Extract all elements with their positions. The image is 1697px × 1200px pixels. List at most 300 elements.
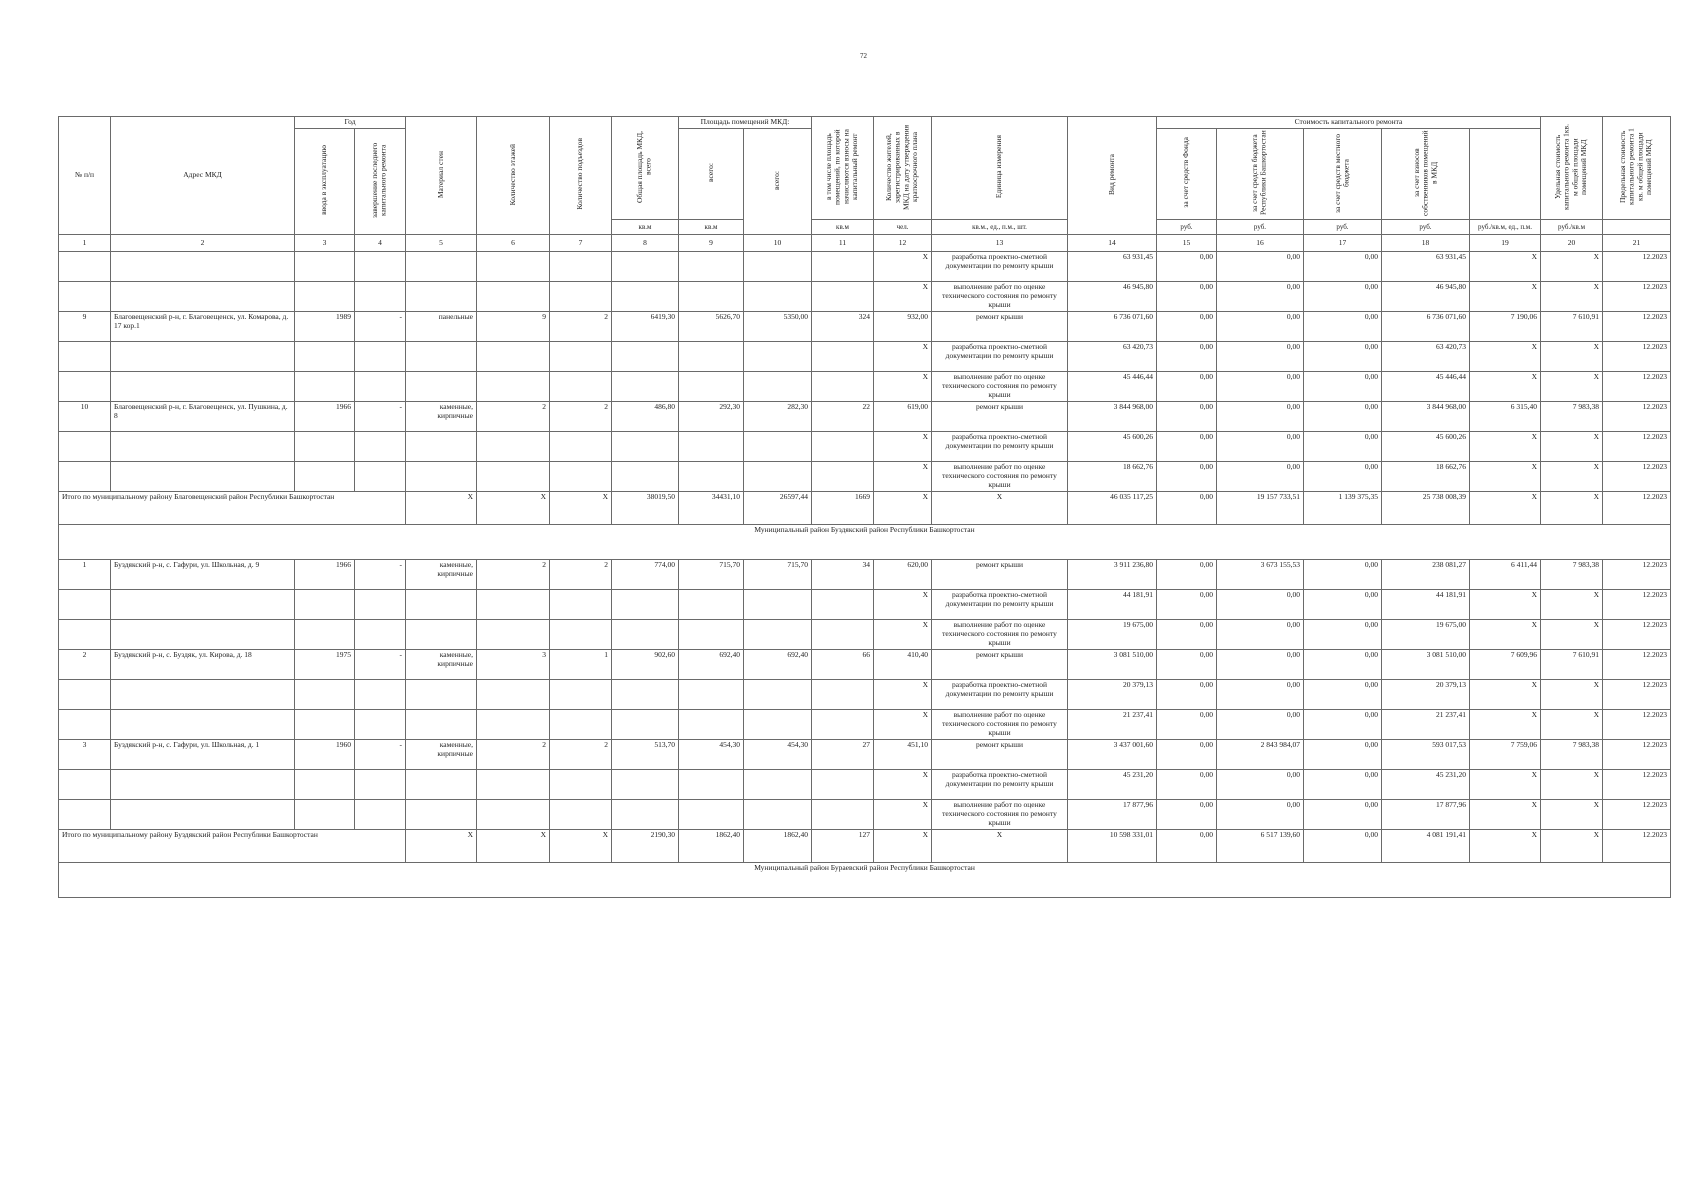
total-area-cell: 6419,30 [612,312,679,342]
total-work: X [932,830,1068,863]
row-number: 1 [59,560,111,590]
year-built-cell [295,800,355,830]
unit-cell: X [874,372,932,402]
row-number [59,282,111,312]
limit-cost-cell: X [1541,252,1603,282]
area-fee-cell [744,462,812,492]
unit-col17: руб. [1304,220,1382,235]
total-label: Итого по муниципальному району Благовещенский район Республики Башкортостан [59,492,406,525]
cost-rb-cell: 0,00 [1217,342,1304,372]
year-built-cell [295,680,355,710]
entrances-cell: 1 [550,650,612,680]
section1-total [59,492,1671,560]
cost-owners-cell: 3 844 968,00 [1382,402,1470,432]
residents-cell [812,372,874,402]
year-built-cell [295,372,355,402]
specific-cost-cell: X [1470,620,1541,650]
col-number: 6 [477,235,550,252]
cost-owners-cell: 20 379,13 [1382,680,1470,710]
area-fee-cell [744,680,812,710]
cost-owners-cell: 238 081,27 [1382,560,1470,590]
last-repair-cell: - [355,560,406,590]
specific-cost-cell: 7 190,06 [1470,312,1541,342]
total-cost: 46 035 117,25 [1068,492,1157,525]
limit-cost-cell: X [1541,770,1603,800]
address-cell [111,620,295,650]
page-number: 72 [860,52,867,60]
specific-cost-cell: X [1470,432,1541,462]
total-area-cell [612,282,679,312]
cost-rb-cell: 0,00 [1217,620,1304,650]
entrances-cell: 2 [550,740,612,770]
cost-total-cell: 20 379,13 [1068,680,1157,710]
specific-cost-cell: X [1470,462,1541,492]
section-title-buraevo: Муниципальный район Бураевский район Республики Башкортостан [59,863,1671,898]
area-fee-cell [744,800,812,830]
limit-cost-cell: X [1541,432,1603,462]
unit-cell: 451,10 [874,740,932,770]
work-type-cell: выполнение работ по оценке технического состояния по ремонту крыши [932,372,1068,402]
row-number: 10 [59,402,111,432]
year-built-cell [295,770,355,800]
cost-fund-cell: 0,00 [1157,342,1217,372]
entrances-cell [550,620,612,650]
table-row [59,282,1671,312]
hdr-cost-group: Стоимость капитального ремонта [1157,117,1541,129]
row-number [59,252,111,282]
unit-cell: X [874,432,932,462]
unit-cell: X [874,252,932,282]
floors-cell [477,590,550,620]
cost-total-cell: 63 420,73 [1068,342,1157,372]
section-header-row [59,525,1671,560]
cost-total-cell: 6 736 071,60 [1068,312,1157,342]
total-cost: 10 598 331,01 [1068,830,1157,863]
wall-material-cell: панельные [406,312,477,342]
area-fee-cell: 692,40 [744,650,812,680]
floors-cell: 3 [477,650,550,680]
cost-total-cell: 45 231,20 [1068,770,1157,800]
total-area-cell [612,252,679,282]
total-entrances: X [550,830,612,863]
column-numbers-row [59,235,1671,252]
cost-owners-cell: 45 600,26 [1382,432,1470,462]
cost-total-cell: 45 446,44 [1068,372,1157,402]
cost-owners-cell: 45 231,20 [1382,770,1470,800]
area-fee-cell [744,770,812,800]
total-area-cell: 513,70 [612,740,679,770]
floors-cell: 9 [477,312,550,342]
wall-material-cell [406,342,477,372]
date-cell: 12.2023 [1603,432,1671,462]
wall-material-cell [406,372,477,402]
cost-local-cell: 0,00 [1304,620,1382,650]
specific-cost-cell: X [1470,800,1541,830]
unit-cell: 410,40 [874,650,932,680]
table-row [59,372,1671,402]
floors-cell [477,372,550,402]
hdr-residents: Количество жителей, зарегистрированных в МКД на дату утверждения краткосрочного плана [874,117,932,220]
year-built-cell [295,432,355,462]
cost-fund-cell: 0,00 [1157,800,1217,830]
area-fee-cell [744,282,812,312]
hdr-num: № п/п [59,117,111,235]
cost-fund-cell: 0,00 [1157,560,1217,590]
unit-col18: руб. [1382,220,1470,235]
total-limit: X [1541,492,1603,525]
last-repair-cell: - [355,312,406,342]
unit-col15: руб. [1157,220,1217,235]
entrances-cell [550,282,612,312]
total-row-blagoveshchensk [59,492,1671,525]
row-number [59,590,111,620]
col-number: 15 [1157,235,1217,252]
row-number: 3 [59,740,111,770]
area-all-cell: 5626,70 [679,312,744,342]
total-area-fee: 26597,44 [744,492,812,525]
cost-rb-cell: 0,00 [1217,710,1304,740]
col-number: 1 [59,235,111,252]
cost-total-cell: 3 437 001,60 [1068,740,1157,770]
col-number: 7 [550,235,612,252]
floors-cell [477,770,550,800]
hdr-specific-cost: Удельная стоимость капитального ремонта 1кв. м общей площади помещений МКД [1541,117,1603,220]
work-type-cell: ремонт крыши [932,740,1068,770]
cost-rb-cell: 0,00 [1217,462,1304,492]
row-number [59,432,111,462]
address-cell [111,342,295,372]
col-number: 8 [612,235,679,252]
area-fee-cell [744,620,812,650]
total-fund: 0,00 [1157,830,1217,863]
entrances-cell: 2 [550,402,612,432]
date-cell: 12.2023 [1603,402,1671,432]
total-local: 1 139 375,35 [1304,492,1382,525]
cost-fund-cell: 0,00 [1157,282,1217,312]
col-number: 10 [744,235,812,252]
table-row [59,710,1671,740]
last-repair-cell [355,342,406,372]
entrances-cell [550,710,612,740]
hdr-cost-fund: за счет средств Фонда [1157,128,1217,220]
cost-rb-cell: 0,00 [1217,800,1304,830]
area-fee-cell: 282,30 [744,402,812,432]
total-residents: 127 [812,830,874,863]
last-repair-cell [355,432,406,462]
limit-cost-cell: X [1541,680,1603,710]
limit-cost-cell: X [1541,620,1603,650]
total-date: 12.2023 [1603,830,1671,863]
specific-cost-cell: 7 609,96 [1470,650,1541,680]
total-fund: 0,00 [1157,492,1217,525]
specific-cost-cell: 6 411,44 [1470,560,1541,590]
row-number [59,462,111,492]
date-cell: 12.2023 [1603,372,1671,402]
last-repair-cell [355,770,406,800]
specific-cost-cell: X [1470,770,1541,800]
section-title-buzdyak: Муниципальный район Буздякский район Республики Башкортостан [59,525,1671,560]
cost-owners-cell: 19 675,00 [1382,620,1470,650]
address-cell [111,710,295,740]
area-all-cell [679,620,744,650]
limit-cost-cell: 7 983,38 [1541,560,1603,590]
cost-owners-cell: 18 662,76 [1382,462,1470,492]
cost-total-cell: 19 675,00 [1068,620,1157,650]
cost-fund-cell: 0,00 [1157,252,1217,282]
row-number [59,372,111,402]
entrances-cell: 2 [550,312,612,342]
address-cell [111,590,295,620]
entrances-cell [550,462,612,492]
residents-cell [812,282,874,312]
row-number [59,710,111,740]
cost-local-cell: 0,00 [1304,432,1382,462]
total-specific: X [1470,830,1541,863]
table-row [59,740,1671,770]
cost-owners-cell: 46 945,80 [1382,282,1470,312]
year-built-cell [295,710,355,740]
date-cell: 12.2023 [1603,800,1671,830]
total-row-buzdyak [59,830,1671,863]
last-repair-cell: - [355,740,406,770]
total-owners: 25 738 008,39 [1382,492,1470,525]
row-number [59,800,111,830]
unit-cell: X [874,282,932,312]
row-number [59,680,111,710]
row-number [59,770,111,800]
cost-fund-cell: 0,00 [1157,462,1217,492]
total-residents: 1669 [812,492,874,525]
total-unit: X [874,492,932,525]
hdr-floors: Количество этажей [477,117,550,235]
total-area-all: 1862,40 [679,830,744,863]
residents-cell [812,800,874,830]
cost-local-cell: 0,00 [1304,252,1382,282]
residents-cell [812,462,874,492]
area-all-cell [679,770,744,800]
hdr-limit-cost: Предельная стоимость капитального ремонта 1 кв. м общей площади помещений МКД [1603,117,1671,220]
hdr-area-all: всего: [679,128,744,220]
work-type-cell: ремонт крыши [932,650,1068,680]
total-area-cell [612,432,679,462]
hdr-area-fee: в том числе площадь помещений, по которой начисляются взносы на капитальный ремонт [812,117,874,220]
cost-fund-cell: 0,00 [1157,740,1217,770]
hdr-wall: Материал стен [406,117,477,235]
address-cell [111,800,295,830]
cost-local-cell: 0,00 [1304,650,1382,680]
area-all-cell [679,710,744,740]
table-row [59,800,1671,830]
residents-cell [812,590,874,620]
total-area-cell [612,620,679,650]
unit-col12: кв.м., ед., п.м., шт. [932,220,1068,235]
unit-cell: X [874,462,932,492]
last-repair-cell [355,590,406,620]
cost-fund-cell: 0,00 [1157,770,1217,800]
cost-rb-cell: 0,00 [1217,590,1304,620]
wall-material-cell [406,252,477,282]
year-built-cell: 1966 [295,402,355,432]
table-row [59,402,1671,432]
area-fee-cell: 715,70 [744,560,812,590]
col-number: 17 [1304,235,1382,252]
total-label: Итого по муниципальному району Буздякский район Республики Башкортостан [59,830,406,863]
cost-owners-cell: 17 877,96 [1382,800,1470,830]
area-all-cell [679,680,744,710]
cost-local-cell: 0,00 [1304,770,1382,800]
unit-col19: руб./кв.м, ед., п.м. [1470,220,1541,235]
date-cell: 12.2023 [1603,770,1671,800]
cost-rb-cell: 0,00 [1217,680,1304,710]
wall-material-cell [406,620,477,650]
work-type-cell: разработка проектно-сметной документации по ремонту крыши [932,432,1068,462]
limit-cost-cell: X [1541,282,1603,312]
work-type-cell: ремонт крыши [932,560,1068,590]
year-built-cell [295,282,355,312]
unit-col20: руб./кв.м [1541,220,1603,235]
section2-rows [59,560,1671,830]
residents-cell [812,710,874,740]
section2-total [59,830,1671,898]
area-all-cell [679,252,744,282]
address-cell [111,252,295,282]
section1-rows [59,252,1671,492]
unit-col10: кв.м [812,220,874,235]
address-cell [111,372,295,402]
table-row [59,560,1671,590]
year-built-cell: 1960 [295,740,355,770]
year-built-cell [295,252,355,282]
total-rb: 19 157 733,51 [1217,492,1304,525]
hdr-last-repair: завершение последнего капитального ремонта [355,128,406,235]
last-repair-cell: - [355,650,406,680]
hdr-address: Адрес МКД [111,117,295,235]
wall-material-cell: каменные, кирпичные [406,740,477,770]
floors-cell: 2 [477,560,550,590]
year-built-cell [295,620,355,650]
address-cell [111,462,295,492]
address-cell [111,282,295,312]
area-all-cell [679,282,744,312]
total-area-cell: 486,80 [612,402,679,432]
unit-cell: X [874,770,932,800]
cost-local-cell: 0,00 [1304,560,1382,590]
floors-cell [477,620,550,650]
hdr-cost-total: всего: [744,128,812,235]
unit-cell: X [874,800,932,830]
residents-cell [812,770,874,800]
area-fee-cell [744,710,812,740]
wall-material-cell [406,432,477,462]
area-fee-cell [744,252,812,282]
cost-total-cell: 17 877,96 [1068,800,1157,830]
last-repair-cell [355,710,406,740]
cost-owners-cell: 6 736 071,60 [1382,312,1470,342]
cost-owners-cell: 21 237,41 [1382,710,1470,740]
table-row [59,432,1671,462]
col-number: 19 [1470,235,1541,252]
total-specific: X [1470,492,1541,525]
total-area-cell [612,710,679,740]
area-all-cell: 292,30 [679,402,744,432]
floors-cell [477,432,550,462]
hdr-cost-owners: за счет взносов собственников помещений в МКД [1382,128,1470,220]
table-header [59,117,1671,235]
cost-fund-cell: 0,00 [1157,710,1217,740]
area-fee-cell [744,590,812,620]
wall-material-cell [406,590,477,620]
date-cell: 12.2023 [1603,680,1671,710]
col-number: 11 [812,235,874,252]
hdr-area-group: Площадь помещений МКД: [679,117,812,129]
area-all-cell: 692,40 [679,650,744,680]
date-cell: 12.2023 [1603,740,1671,770]
address-cell: Благовещенский р-н, г. Благовещенск, ул. Пушкина, д. 8 [111,402,295,432]
table-row [59,680,1671,710]
address-cell: Буздякский р-н, с. Буздяк, ул. Кирова, д. 18 [111,650,295,680]
area-all-cell [679,590,744,620]
hdr-cost-rb: за счет средств бюджета Республики Башкортостан [1217,128,1304,220]
specific-cost-cell: X [1470,252,1541,282]
unit-cell: 620,00 [874,560,932,590]
total-area-cell: 774,00 [612,560,679,590]
total-rb: 6 517 139,60 [1217,830,1304,863]
wall-material-cell [406,462,477,492]
hdr-total-area: Общая площадь МКД, всего [612,117,679,220]
col-number: 2 [111,235,295,252]
cost-total-cell: 46 945,80 [1068,282,1157,312]
row-number [59,620,111,650]
unit-cell: 932,00 [874,312,932,342]
unit-cell: X [874,342,932,372]
address-cell [111,432,295,462]
specific-cost-cell: X [1470,680,1541,710]
limit-cost-cell: 7 610,91 [1541,650,1603,680]
cost-local-cell: 0,00 [1304,372,1382,402]
area-fee-cell [744,372,812,402]
total-area-fee: 1862,40 [744,830,812,863]
cost-fund-cell: 0,00 [1157,312,1217,342]
area-all-cell [679,800,744,830]
date-cell: 12.2023 [1603,590,1671,620]
cost-owners-cell: 593 017,53 [1382,740,1470,770]
wall-material-cell [406,282,477,312]
hdr-work: Вид ремонта [1068,117,1157,235]
col-number: 20 [1541,235,1603,252]
col-number: 3 [295,235,355,252]
table-body [59,235,1671,252]
col-number: 4 [355,235,406,252]
cost-total-cell: 21 237,41 [1068,710,1157,740]
total-area-cell [612,770,679,800]
col-number: 16 [1217,235,1304,252]
table-row [59,770,1671,800]
entrances-cell [550,680,612,710]
address-cell [111,770,295,800]
total-limit: X [1541,830,1603,863]
unit-col9: кв.м [679,220,744,235]
last-repair-cell [355,282,406,312]
residents-cell [812,680,874,710]
col-number: 14 [1068,235,1157,252]
unit-col8: кв.м [612,220,679,235]
unit-cell: X [874,680,932,710]
table-row [59,252,1671,282]
total-floors: X [477,830,550,863]
cost-rb-cell: 0,00 [1217,282,1304,312]
last-repair-cell [355,462,406,492]
cost-rb-cell: 0,00 [1217,372,1304,402]
